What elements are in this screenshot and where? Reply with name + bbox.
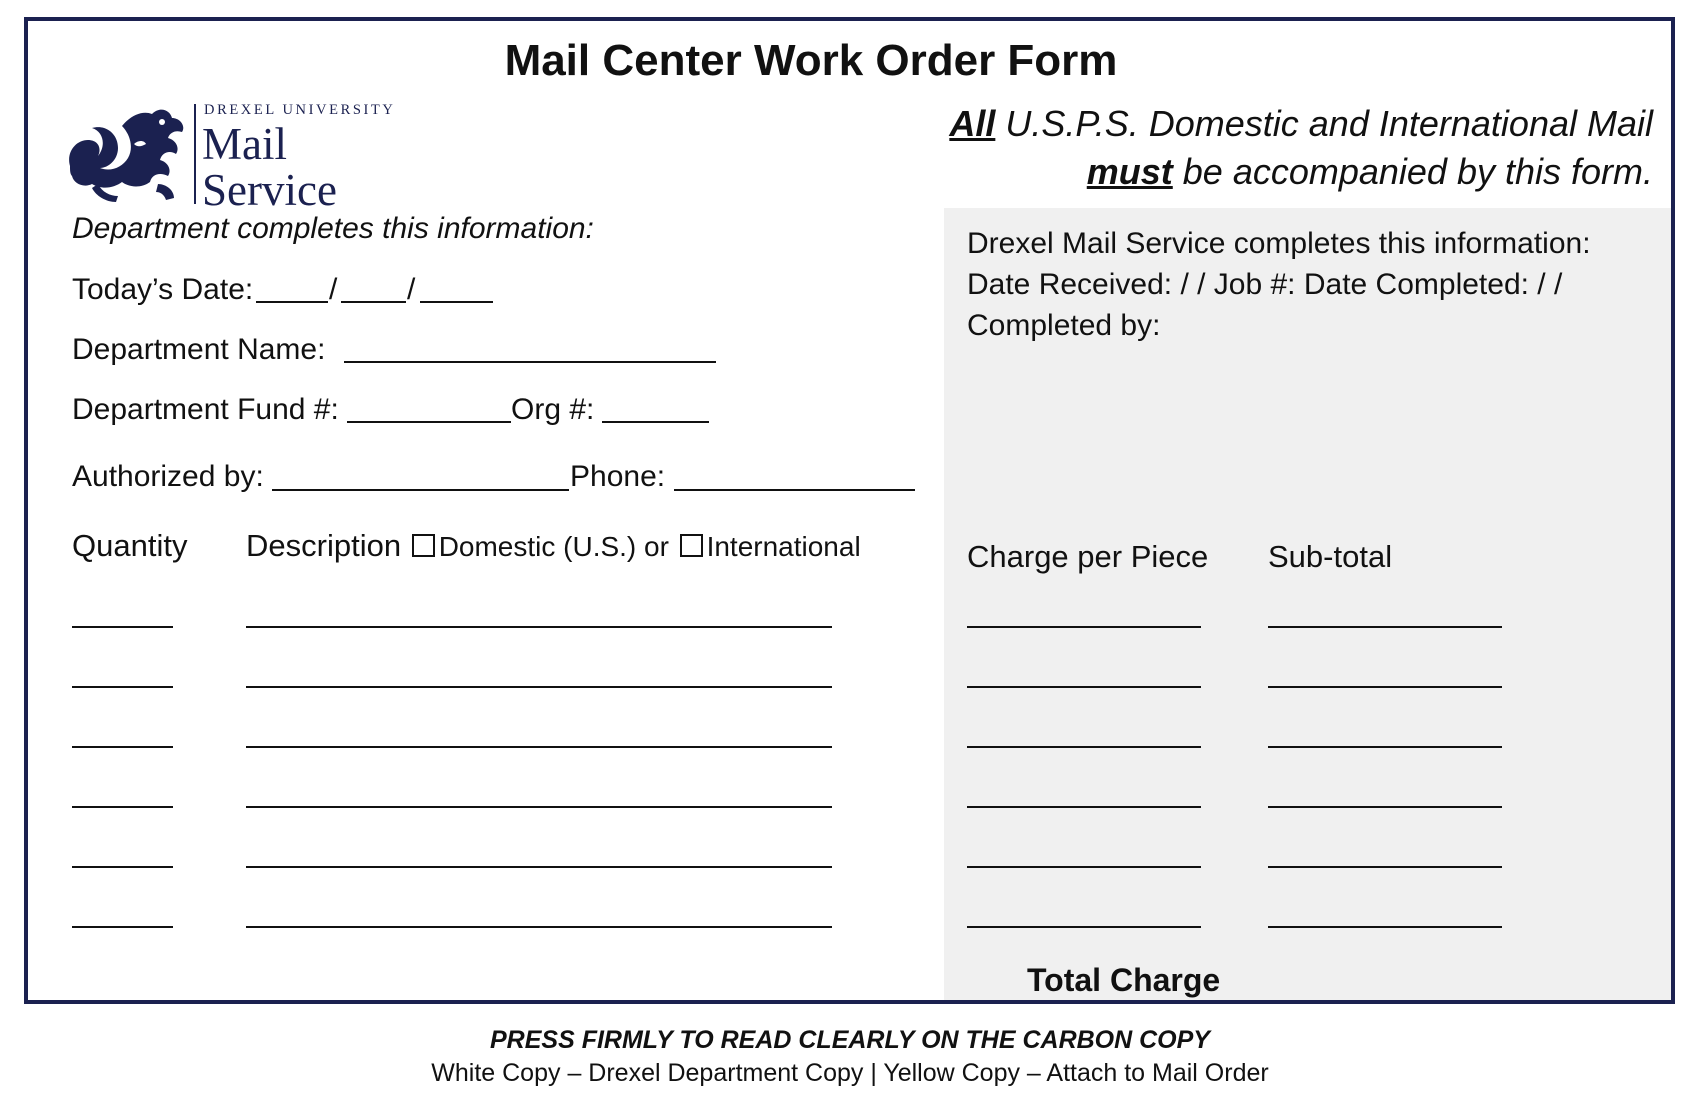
mail-service-heading: Drexel Mail Service completes this information:	[967, 227, 1591, 260]
department-name-field[interactable]	[344, 361, 716, 363]
quantity-field[interactable]	[72, 866, 173, 868]
charge-field[interactable]	[967, 746, 1201, 748]
department-name-label: Department Name:	[72, 333, 326, 366]
quantity-field[interactable]	[72, 926, 173, 928]
logo-university-text: DREXEL UNIVERSITY	[204, 102, 396, 118]
phone-field[interactable]	[674, 489, 915, 491]
subtotal-field[interactable]	[1268, 746, 1502, 748]
description-header	[246, 528, 861, 564]
subtotal-header: Sub-total	[1268, 539, 1393, 574]
international-label: International	[706, 531, 861, 562]
total-charge-label: Total Charge	[1027, 962, 1221, 998]
phone-label: Phone:	[570, 460, 666, 493]
org-label: Org #:	[511, 393, 595, 426]
description-label: Description	[246, 528, 402, 563]
date-separator: /	[329, 273, 338, 306]
org-field[interactable]	[602, 421, 709, 423]
subtotal-field[interactable]	[1268, 866, 1502, 868]
date-month-field[interactable]	[256, 301, 328, 303]
subtotal-field[interactable]	[1268, 926, 1502, 928]
authorized-by-label: Authorized by:	[72, 460, 264, 493]
logo-mail-text: Mail	[202, 119, 287, 169]
description-field[interactable]	[246, 626, 832, 628]
quantity-field[interactable]	[72, 626, 173, 628]
charge-field[interactable]	[967, 686, 1201, 688]
subtotal-field[interactable]	[1268, 806, 1502, 808]
charge-field[interactable]	[967, 626, 1201, 628]
charge-field[interactable]	[967, 806, 1201, 808]
department-fund-field[interactable]	[347, 421, 511, 423]
quantity-field[interactable]	[72, 746, 173, 748]
date-separator: /	[407, 273, 416, 306]
international-checkbox[interactable]	[680, 534, 703, 557]
subtotal-field[interactable]	[1268, 626, 1502, 628]
date-day-field[interactable]	[341, 301, 406, 303]
description-field[interactable]	[246, 686, 832, 688]
copy-distribution-note: White Copy – Drexel Department Copy | Yellow Copy – Attach to Mail Order	[431, 1059, 1269, 1087]
logo-service-text: Service	[202, 165, 337, 215]
charge-per-piece-header: Charge per Piece	[967, 539, 1209, 574]
description-field[interactable]	[246, 866, 832, 868]
notice-line2: be accompanied by this form.	[1172, 151, 1653, 192]
authorized-by-field[interactable]	[272, 489, 569, 491]
subtotal-field[interactable]	[1268, 686, 1502, 688]
logo-divider	[194, 104, 196, 204]
form-title: Mail Center Work Order Form	[504, 36, 1118, 85]
charge-field[interactable]	[967, 926, 1201, 928]
description-field[interactable]	[246, 806, 832, 808]
charge-field[interactable]	[967, 866, 1201, 868]
dragon-icon	[62, 104, 190, 204]
completed-by-label: Completed by:	[967, 309, 1161, 342]
press-firmly-note: PRESS FIRMLY TO READ CLEARLY ON THE CARBON COPY	[490, 1026, 1210, 1054]
drexel-mail-service-logo	[62, 100, 432, 215]
domestic-label: Domestic (U.S.) or	[438, 531, 669, 562]
quantity-field[interactable]	[72, 686, 173, 688]
department-heading: Department completes this information:	[72, 212, 594, 245]
notice-all: All	[949, 103, 996, 144]
usps-notice	[893, 100, 1653, 196]
description-field[interactable]	[246, 746, 832, 748]
quantity-field[interactable]	[72, 806, 173, 808]
notice-must: must	[1086, 151, 1173, 192]
description-field[interactable]	[246, 926, 832, 928]
domestic-checkbox[interactable]	[412, 534, 435, 557]
department-fund-label: Department Fund #:	[72, 393, 339, 426]
todays-date-label: Today’s Date:	[72, 273, 254, 306]
mail-service-dates: Date Received: / / Job #: Date Completed: / /	[967, 268, 1563, 301]
quantity-header: Quantity	[72, 528, 188, 563]
date-year-field[interactable]	[420, 301, 493, 303]
notice-line1: U.S.P.S. Domestic and International Mail	[995, 103, 1653, 144]
